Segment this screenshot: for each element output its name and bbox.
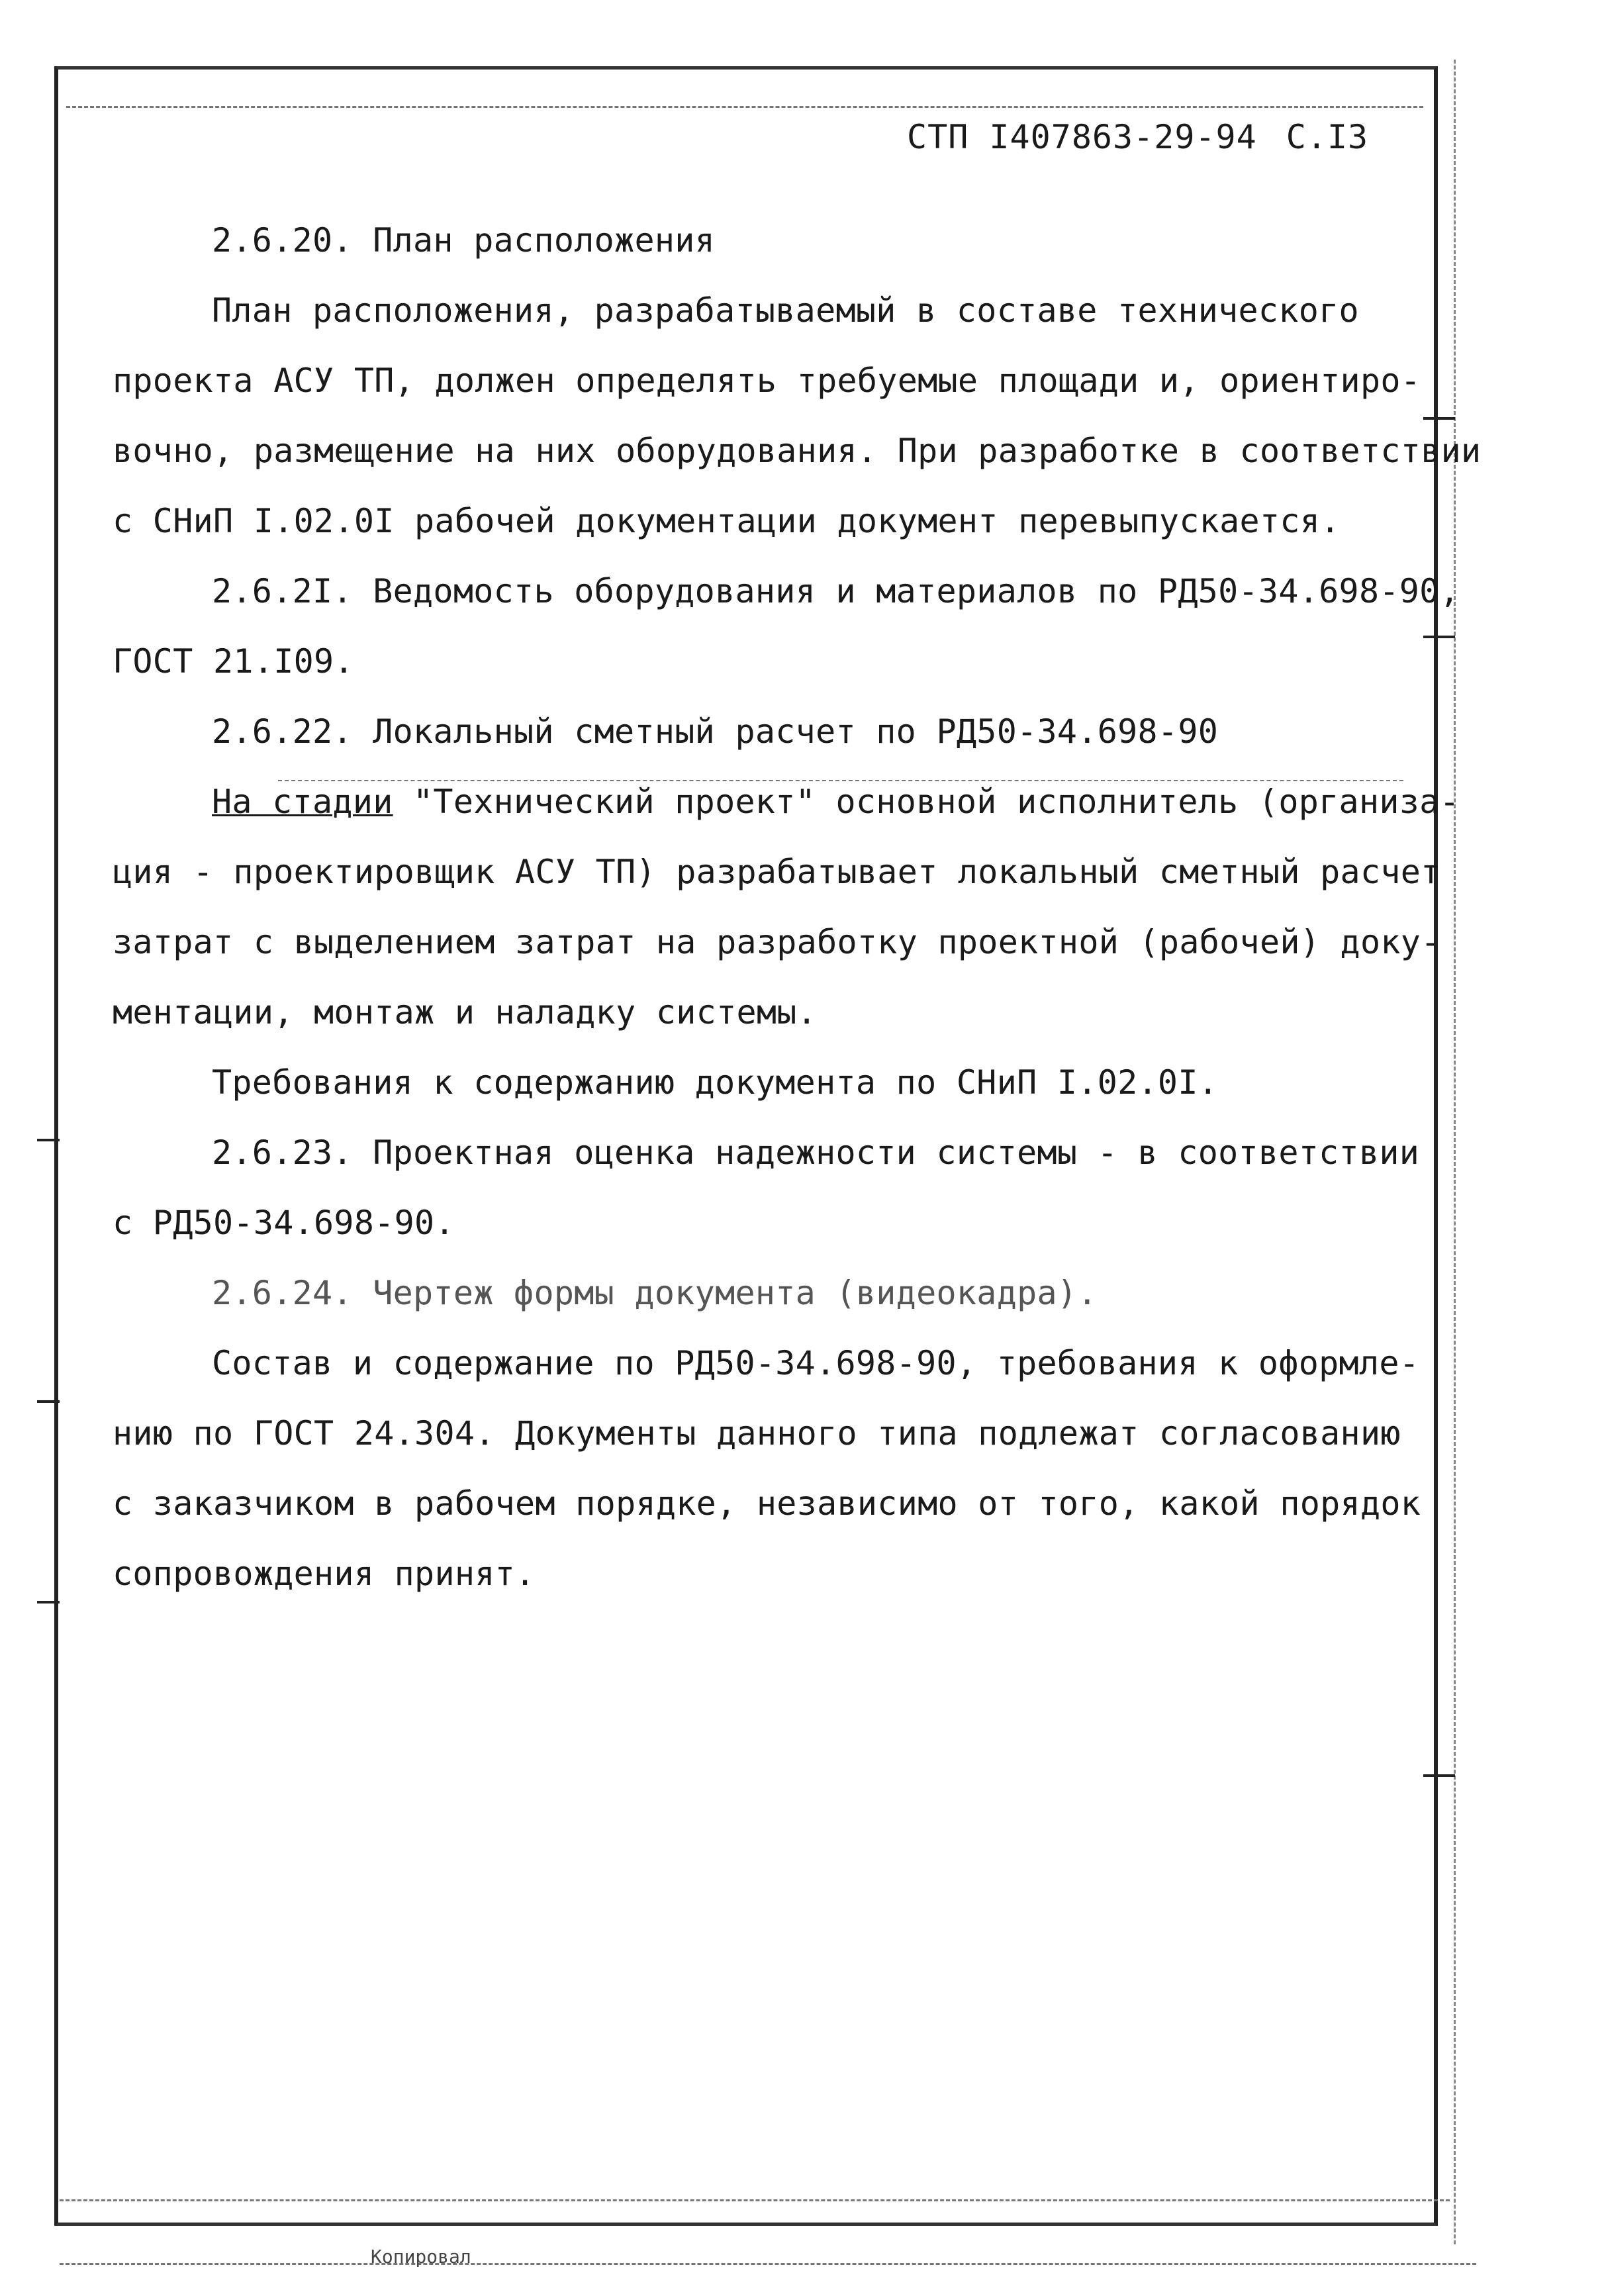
text-line: сопровождения принят.: [113, 1555, 536, 1593]
left-margin-tick: [37, 1601, 60, 1603]
text-line: 2.6.24. Чертеж формы документа (видеокадра).: [212, 1274, 1098, 1312]
right-margin-tick: [1423, 1774, 1455, 1777]
text-line: нию по ГОСТ 24.304. Документы данного типа подлежат согласованию: [113, 1414, 1401, 1453]
text-line: 2.6.23. Проектная оценка надежности системы - в соответствии: [212, 1133, 1420, 1172]
text-line: ция - проектировщик АСУ ТП) разрабатывает локальный сметный расчет: [113, 853, 1441, 891]
text-line: На стадии "Технический проект" основной исполнитель (организа-: [212, 783, 1460, 821]
text-line: проекта АСУ ТП, должен определять требуемые площади и, ориентиро-: [113, 361, 1421, 400]
text-line: вочно, размещение на них оборудования. При разработке в соответствии: [113, 432, 1482, 470]
text-line: с СНиП I.02.0I рабочей документации документ перевыпускается.: [113, 502, 1341, 540]
text-line: Состав и содержание по РД50-34.698-90, требования к оформле-: [212, 1344, 1420, 1382]
text-line: с заказчиком в рабочем порядке, независимо от того, какой порядок: [113, 1484, 1421, 1523]
page-header: [907, 118, 1368, 156]
page-number: С.I3: [1286, 118, 1369, 156]
text-line: 2.6.22. Локальный сметный расчет по РД50-34.698-90: [212, 712, 1219, 751]
text-line: 2.6.20. План расположения: [212, 221, 716, 260]
text-line: ментации, монтаж и наладку системы.: [113, 993, 818, 1031]
document-code: СТП I407863-29-94: [907, 118, 1257, 156]
right-dash-line: [1454, 60, 1456, 2244]
text-line: с РД50-34.698-90.: [113, 1204, 455, 1242]
footer-stamp-text: Копировал: [371, 2246, 471, 2268]
document-body: [113, 205, 1482, 1609]
bottom-dash-line: [60, 2199, 1450, 2201]
text-line: ГОСТ 21.I09.: [113, 642, 354, 681]
left-margin-tick: [37, 1400, 60, 1403]
bottom-dash-line-2: [60, 2263, 1476, 2265]
top-dash-line: [66, 106, 1423, 108]
text-line: План расположения, разрабатываемый в составе технического: [212, 291, 1359, 330]
text-line: 2.6.2I. Ведомость оборудования и материалов по РД50-34.698-90,: [212, 572, 1460, 610]
underlined-phrase: На стадии: [212, 783, 393, 821]
text-line: Требования к содержанию документа по СНиП I.02.0I.: [212, 1063, 1219, 1102]
left-margin-tick: [37, 1139, 60, 1141]
text-line: затрат с выделением затрат на разработку проектной (рабочей) доку-: [113, 923, 1441, 961]
